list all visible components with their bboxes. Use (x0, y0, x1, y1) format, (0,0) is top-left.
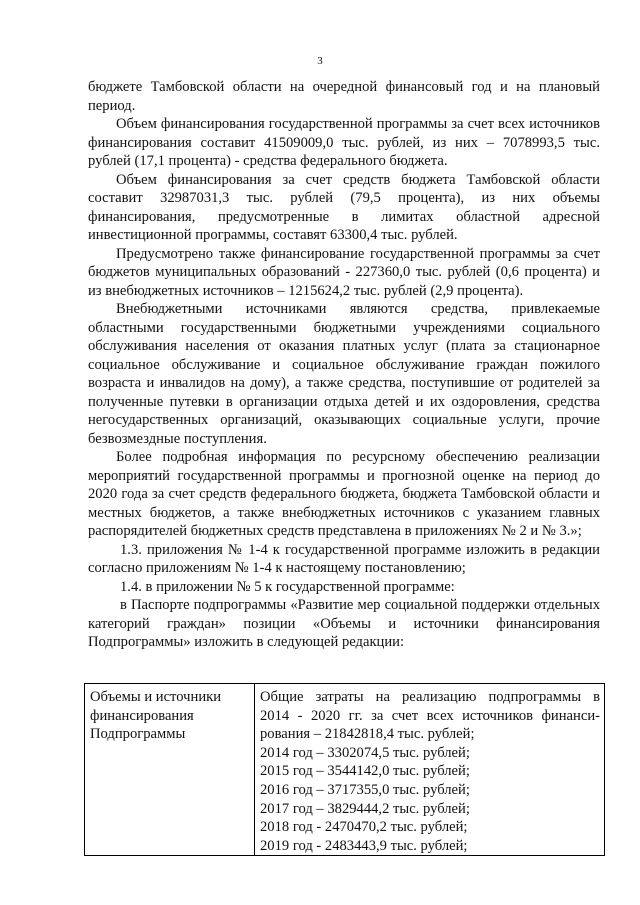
document-body (88, 78, 600, 652)
table-year-line: 2018 год - 2470470,2 тыс. рублей; (260, 819, 468, 836)
table-year-line: 2016 год – 3717355,0 тыс. рублей; (260, 781, 470, 798)
paragraph-regional-budget: Объем финансирования за счет средств бюджета Тамбовской области составит 32987031,3 тыс. рублей (79,5 процента), из них объемы финансирования, предусмотренные в лимитах областной адресной инвестиционной программы, составят 63300,4 тыс. рублей. (88, 171, 600, 243)
table-year-line: 2019 год - 2483443,9 тыс. рублей; (260, 837, 468, 854)
table-total-line: рования – 21842818,4 тыс. рублей; (260, 726, 475, 743)
table-row (85, 684, 605, 856)
table-year-line: 2014 год – 3302074,5 тыс. рублей; (260, 744, 470, 761)
table-intro-line: Общие затраты на реализацию подпрограммы в (260, 689, 600, 705)
paragraph-item-1-4: 1.4. в приложении № 5 к государственной программе: (120, 578, 455, 595)
table-year-line: 2017 год – 3829444,2 тыс. рублей; (260, 800, 470, 817)
paragraph-municipal-budgets: Предусмотрено также финансирование государственной программы за счет бюджетов муниципальных образований - 227360,0 тыс. рублей (0,6 процента) и из внебюджетных источников – 1215624,2 тыс. рублей (2,9 процента). (88, 245, 600, 299)
paragraph-detailed-info: Более подробная информация по ресурсному обеспечению реализации мероприятий государственной программы и прогнозной оценке на период до 2020 года за счет средств федерального бюджета, бюджета Тамбовской области и местных бюджетов, а также внебюджетных источников с указанием главных распорядителей бюджетных средств представлена в приложениях № 2 и № 3.»; (88, 449, 600, 539)
table-intro-line: 2014 - 2020 гг. за счет всех источников финанси- (260, 707, 600, 724)
paragraph-continuation: бюджете Тамбовской области на очередной финансовый год и на плановый период. (88, 79, 600, 114)
paragraph-item-1-3: 1.3. приложения № 1-4 к государственной программе изложить в редакции согласно приложениям № 1-4 к настоящему постановлению; (88, 541, 600, 576)
paragraph-total-financing: Объем финансирования государственной программы за счет всех источников финансирования составит 41509009,0 тыс. рублей, из них – 7078993,5 тыс. рублей (17,1 процента) - средства федерального бюджета. (88, 116, 600, 169)
table-year-line: 2015 год – 3544142,0 тыс. рублей; (260, 763, 470, 780)
table-label-cell: Объемы и источники финансирования Подпрограммы (85, 684, 255, 856)
table-value-cell (255, 684, 605, 856)
paragraph-passport-change: в Паспорте подпрограммы «Развитие мер социальной поддержки отдельных категорий граждан» позиции «Объемы и источники финансирования Подпрограммы» изложить в следующей редакции: (88, 597, 600, 650)
paragraph-extra-budgetary: Внебюджетными источниками являются средства, привлекаемые областными государственными бюджетными учреждениями социального обслуживания населения от оказания платных услуг (плата за стационарное социальное обслуживание и социальное обслуживание граждан пожилого возраста и инвалидов на дому), а также средства, поступившие от родителей за полученные путевки в организации отдыха детей и их оздоровления, средства негосударственных организаций, оказывающих социальные услуги, прочие безвозмездные поступления. (88, 301, 600, 447)
page-number: 3 (317, 55, 323, 67)
financing-table (84, 683, 605, 856)
